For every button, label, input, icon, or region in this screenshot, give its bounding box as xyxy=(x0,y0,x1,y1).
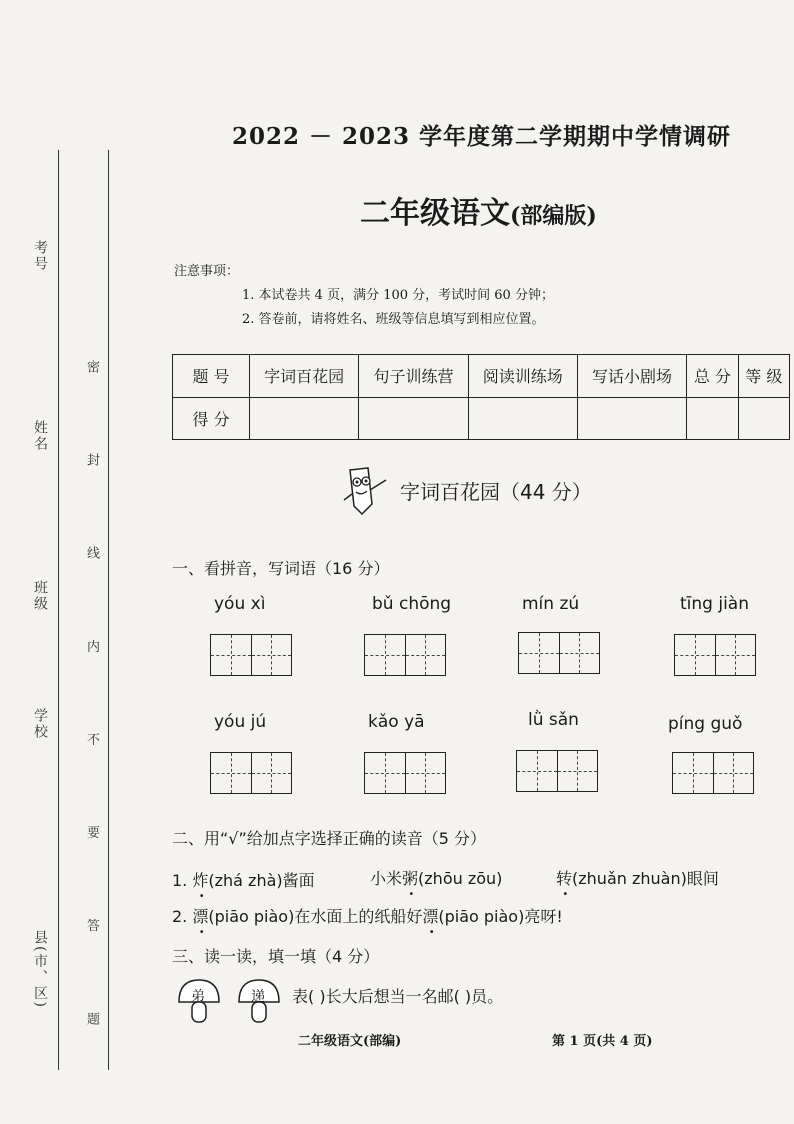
school-label: 学校 xyxy=(32,708,48,740)
notes-heading: 注意事项： xyxy=(174,264,240,279)
q2-line-2 xyxy=(172,904,563,927)
pronunciation-choice[interactable]: (zhá zhà)酱面 xyxy=(208,871,315,890)
notes xyxy=(174,260,554,332)
pinyin-label: tīng jiàn xyxy=(680,594,749,614)
q2-line-1c xyxy=(556,866,719,889)
notes-item-2: 2. 答卷前，请将姓名、班级等信息填写到相应位置。 xyxy=(242,312,545,327)
score-cell: 总 分 xyxy=(687,355,738,398)
pronunciation-choice[interactable]: (zhuǎn zhuàn)眼间 xyxy=(572,869,719,888)
pronunciation-choice[interactable]: (zhōu zōu) xyxy=(418,869,503,888)
score-row-label: 得 分 xyxy=(173,397,250,440)
dotted-char: 粥 xyxy=(402,869,419,888)
score-input-cell[interactable] xyxy=(359,397,468,440)
q3-sentence[interactable]: 表( )长大后想当一名邮( )员。 xyxy=(292,987,504,1006)
q1-heading: 一、看拼音，写词语（16 分） xyxy=(172,559,390,578)
pronunciation-choice[interactable]: (piāo piào)亮呀! xyxy=(438,907,563,926)
writing-grid[interactable] xyxy=(516,750,598,792)
score-cell: 字词百花园 xyxy=(250,355,359,398)
dotted-char: 炸 xyxy=(192,871,209,890)
q2-line-1 xyxy=(172,868,315,891)
dotted-char: 转 xyxy=(556,869,573,888)
q2-line-1b xyxy=(370,866,502,889)
pencil-mascot-icon xyxy=(338,460,390,516)
footer-page-number: 第 1 页(共 4 页) xyxy=(552,1034,653,1049)
score-cell: 句子训练营 xyxy=(359,355,468,398)
writing-grid[interactable] xyxy=(518,632,600,674)
class-label: 班级 xyxy=(32,580,48,612)
dotted-char: 漂 xyxy=(422,907,439,926)
q3-heading: 三、读一读，填一填（4 分） xyxy=(172,947,380,966)
score-cell: 题 号 xyxy=(173,355,250,398)
writing-grid[interactable] xyxy=(672,752,754,794)
mushroom-char-2: 递 xyxy=(251,989,265,1005)
q2-line-num: 1. xyxy=(172,871,188,890)
mushroom-char-1: 弟 xyxy=(191,989,205,1005)
seal-text: 密 封 线 内 不 要 答 题 xyxy=(84,360,99,1063)
section-title: 字词百花园（44 分） xyxy=(400,480,592,504)
score-input-cell[interactable] xyxy=(250,397,359,440)
score-cell: 阅读训练场 xyxy=(468,355,577,398)
score-input-cell[interactable] xyxy=(468,397,577,440)
name-label: 姓名 xyxy=(32,420,48,452)
writing-grid[interactable] xyxy=(364,752,446,794)
q2-text: 小米 xyxy=(370,869,403,888)
score-input-cell[interactable] xyxy=(738,397,789,440)
exam-title: 2022 － 2023 学年度第二学期期中学情调研 xyxy=(232,123,732,150)
score-cell: 等 级 xyxy=(738,355,789,398)
score-input-cell[interactable] xyxy=(687,397,738,440)
subject-title xyxy=(360,188,597,232)
score-table-score-row xyxy=(173,397,790,440)
writing-grid[interactable] xyxy=(674,634,756,676)
subject-title-main: 二年级语文 xyxy=(360,196,510,231)
score-table-header-row xyxy=(173,355,790,398)
binding-line-inner xyxy=(108,150,109,1070)
writing-grid[interactable] xyxy=(364,634,446,676)
writing-grid[interactable] xyxy=(210,634,292,676)
score-table xyxy=(172,354,790,440)
score-cell: 写话小剧场 xyxy=(577,355,686,398)
pinyin-label: yóu xì xyxy=(214,594,266,614)
pinyin-label: bǔ chōng xyxy=(372,594,452,614)
q2-heading: 二、用“√”给加点字选择正确的读音（5 分） xyxy=(172,829,487,848)
pinyin-label: píng guǒ xyxy=(668,714,743,734)
subject-title-suffix: (部编版) xyxy=(510,203,597,229)
pronunciation-choice[interactable]: (piāo piào)在水面上的纸船好 xyxy=(208,907,423,926)
section-header xyxy=(338,460,618,520)
pinyin-label: kǎo yā xyxy=(368,712,425,732)
pinyin-label: yóu jú xyxy=(214,712,267,732)
notes-item-1: 1. 本试卷共 4 页，满分 100 分，考试时间 60 分钟； xyxy=(242,288,554,303)
county-label: 县(市、区) xyxy=(32,930,48,1009)
pinyin-label: mín zú xyxy=(522,594,580,614)
score-input-cell[interactable] xyxy=(577,397,686,440)
pinyin-label: lǜ sǎn xyxy=(528,710,579,730)
binding-line-outer xyxy=(58,150,59,1070)
footer-subject: 二年级语文(部编) xyxy=(298,1034,402,1049)
exam-no-label: 考号 xyxy=(32,240,48,272)
writing-grid[interactable] xyxy=(210,752,292,794)
q2-line-num: 2. xyxy=(172,907,188,926)
dotted-char: 漂 xyxy=(192,907,209,926)
